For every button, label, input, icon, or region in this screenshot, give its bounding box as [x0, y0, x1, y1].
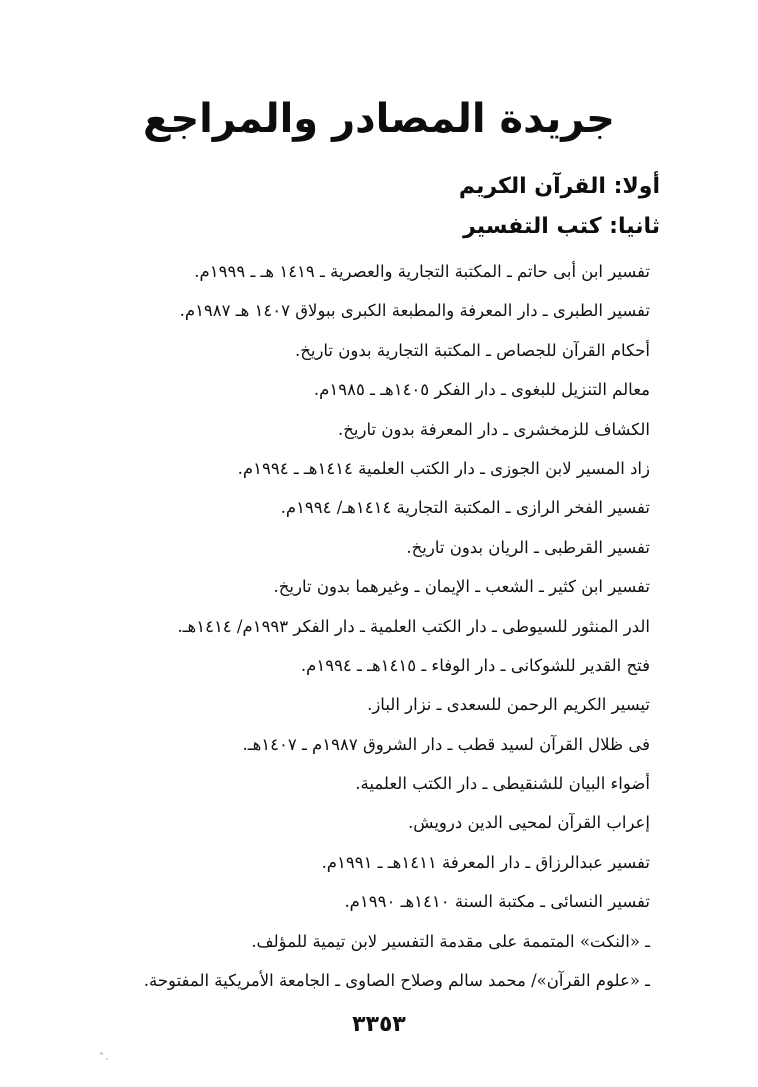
- page-number: ٣٣٥٣: [352, 1012, 406, 1037]
- reference-entry: فتح القدير للشوكانى ـ دار الوفاء ـ ١٤١٥هـ ـ ١٩٩٤م.: [300, 655, 650, 675]
- scan-speck: [100, 1052, 103, 1055]
- section-heading-tafsir: ثانيا: كتب التفسير: [463, 214, 660, 239]
- reference-entry: تفسير النسائى ـ مكتبة السنة ١٤١٠هـ ١٩٩٠م.: [344, 892, 650, 912]
- section-heading-quran: أولا: القرآن الكريم: [458, 174, 660, 199]
- reference-entry: ـ «علوم القرآن»/ محمد سالم وصلاح الصاوى ـ الجامعة الأمريكية المفتوحة.: [143, 971, 650, 991]
- reference-entry: تفسير القرطبى ـ الريان بدون تاريخ.: [406, 537, 650, 557]
- scan-speck: [106, 1058, 108, 1060]
- reference-entry: الدر المنثور للسيوطى ـ دار الكتب العلمية ـ دار الفكر ١٩٩٣م/ ١٤١٤هـ.: [177, 616, 650, 636]
- reference-entry: تفسير عبدالرزاق ـ دار المعرفة ١٤١١هـ ـ ١٩٩١م.: [321, 852, 650, 872]
- reference-entry: تفسير ابن كثير ـ الشعب ـ الإيمان ـ وغيرهما بدون تاريخ.: [273, 577, 650, 597]
- reference-entry: معالم التنزيل للبغوى ـ دار الفكر ١٤٠٥هـ ـ ١٩٨٥م.: [313, 380, 650, 400]
- reference-entry: ـ «النكت» المتممة على مقدمة التفسير لابن تيمية للمؤلف.: [251, 931, 650, 951]
- page-title: جريدة المصادر والمراجع: [143, 95, 615, 142]
- reference-entry: تفسير الفخر الرازى ـ المكتبة التجارية ١٤١٤هـ/ ١٩٩٤م.: [280, 498, 650, 518]
- reference-list: [60, 252, 650, 1000]
- reference-entry: أحكام القرآن للجصاص ـ المكتبة التجارية بدون تاريخ.: [294, 340, 650, 360]
- reference-entry: الكشاف للزمخشرى ـ دار المعرفة بدون تاريخ.: [338, 419, 650, 439]
- reference-entry: تفسير الطبرى ـ دار المعرفة والمطبعة الكبرى ببولاق ١٤٠٧ هـ ١٩٨٧م.: [179, 301, 650, 321]
- reference-entry: تيسير الكريم الرحمن للسعدى ـ نزار الباز.: [367, 695, 650, 715]
- reference-entry: إعراب القرآن لمحيى الدين درويش.: [408, 813, 650, 833]
- reference-entry: تفسير ابن أبى حاتم ـ المكتبة التجارية والعصرية ـ ١٤١٩ هـ ـ ١٩٩٩م.: [194, 262, 650, 281]
- reference-entry: فى ظلال القرآن لسيد قطب ـ دار الشروق ١٩٨٧م ـ ١٤٠٧هـ.: [242, 734, 650, 754]
- reference-entry: زاد المسير لابن الجوزى ـ دار الكتب العلمية ١٤١٤هـ ـ ١٩٩٤م.: [237, 458, 650, 478]
- reference-entry: أضواء البيان للشنقيطى ـ دار الكتب العلمية.: [355, 774, 650, 794]
